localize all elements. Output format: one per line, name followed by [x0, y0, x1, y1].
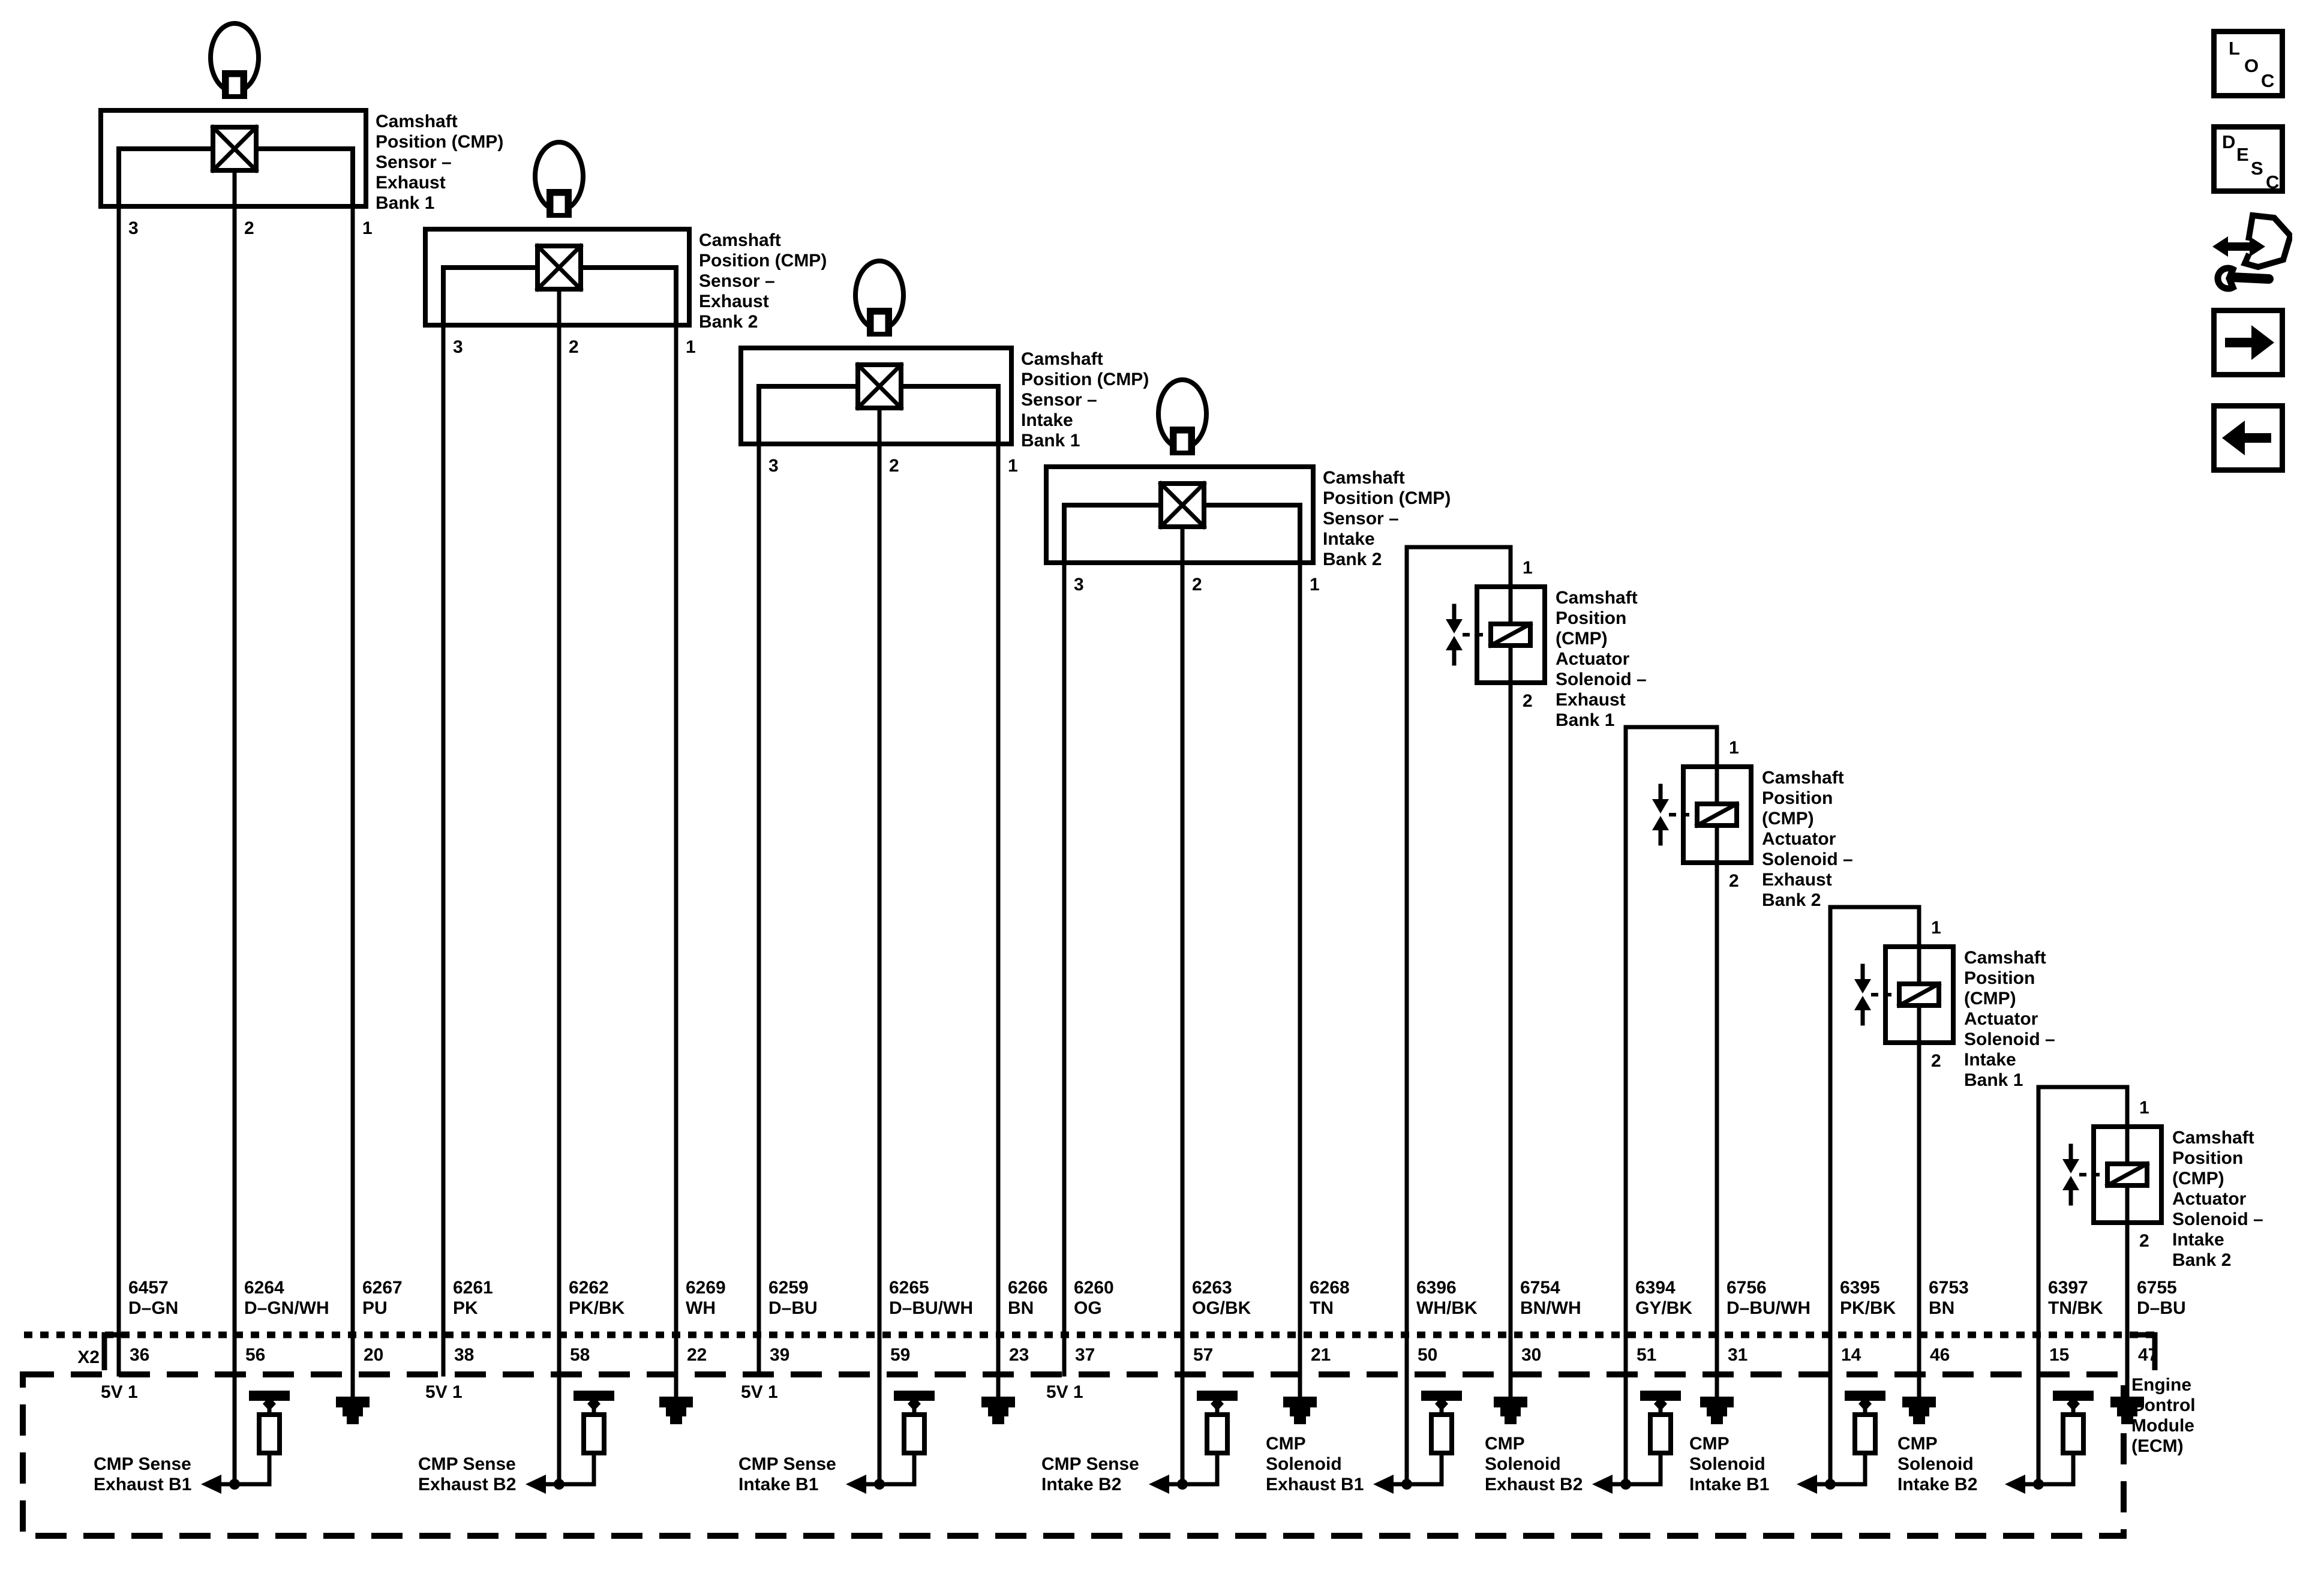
cmp-actuator-solenoid-intake-bank-1-ecm-control-label-line-2: Intake B1 [1689, 1475, 1770, 1494]
wire-6265-label-line-0: 6265 [889, 1278, 929, 1298]
terminal-46-label: 46 [1930, 1345, 1950, 1365]
wire-6395-label [1840, 1278, 1896, 1319]
cmp-sensor-exhaust-bank-1-label-line-2: Sensor – [376, 152, 452, 172]
arrow-right-icon [2217, 313, 2280, 372]
cmp-sensor-intake-bank-1-label-line-1: Position (CMP) [1021, 370, 1149, 389]
cmp-sensor-exhaust-bank-2-ecm-sense-label-line-1: Exhaust B2 [418, 1475, 517, 1494]
cmp-sensor-intake-bank-1-ecm-sense-label-line-1: Intake B1 [738, 1475, 819, 1494]
cmp-actuator-solenoid-exhaust-bank-2-label-line-6: Bank 2 [1762, 890, 1821, 910]
cmp-actuator-solenoid-intake-bank-1-ecm-control-label-line-0: CMP [1689, 1434, 1730, 1454]
cmp-sensor-exhaust-bank-2-pin-1: 1 [686, 337, 696, 357]
wire-6397-label-line-0: 6397 [2048, 1278, 2088, 1298]
cmp-actuator-solenoid-intake-bank-2-label-line-5: Intake [2172, 1230, 2224, 1250]
cmp-sensor-intake-bank-2-label-line-3: Intake [1323, 529, 1375, 549]
cmp-sensor-intake-bank-1-label-line-2: Sensor – [1021, 390, 1097, 410]
cmp-sensor-intake-bank-2-pin-1: 1 [1310, 575, 1320, 595]
wire-6268-label [1310, 1278, 1350, 1319]
cmp-actuator-solenoid-exhaust-bank-1-label [1556, 588, 1647, 731]
wire-6269-label-line-1: WH [686, 1298, 716, 1318]
cmp-actuator-solenoid-exhaust-bank-2-ecm-control-label-line-1: Solenoid [1485, 1454, 1561, 1474]
cmp-actuator-solenoid-intake-bank-1-ecm-control-label [1689, 1434, 1769, 1495]
wire-6394-label [1635, 1278, 1692, 1319]
cmp-actuator-solenoid-exhaust-bank-2-ecm-control-label-line-0: CMP [1485, 1434, 1525, 1454]
cmp-actuator-solenoid-intake-bank-2-label-line-6: Bank 2 [2172, 1250, 2232, 1270]
wire-6397-label-line-1: TN/BK [2048, 1298, 2103, 1318]
wire-6260-label-line-0: 6260 [1074, 1278, 1114, 1298]
wire-6267-label [362, 1278, 403, 1319]
terminal-22-label: 22 [687, 1345, 707, 1365]
wire-6396-label-line-0: 6396 [1416, 1278, 1457, 1298]
cmp-sensor-exhaust-bank-1-pin-2: 2 [244, 218, 254, 238]
cmp-actuator-solenoid-exhaust-bank-2-pin-2: 2 [1729, 871, 1739, 891]
cmp-sensor-intake-bank-2-label-line-2: Sensor – [1323, 509, 1399, 529]
cmp-sensor-intake-bank-1-pin-3: 3 [768, 456, 779, 476]
cmp-actuator-solenoid-exhaust-bank-2-ecm-control-label-line-2: Exhaust B2 [1485, 1475, 1583, 1494]
terminal-39-label: 39 [770, 1345, 790, 1365]
cmp-actuator-solenoid-exhaust-bank-2-ecm-control-label [1485, 1434, 1583, 1495]
wire-6266-label-line-0: 6266 [1008, 1278, 1048, 1298]
cmp-actuator-solenoid-intake-bank-1-pin-2: 2 [1931, 1051, 1941, 1071]
wire-6263-label-line-0: 6263 [1192, 1278, 1232, 1298]
cmp-actuator-solenoid-intake-bank-2-label-line-4: Solenoid – [2172, 1209, 2263, 1229]
desc-letter-d: D [2222, 131, 2236, 152]
cmp-sensor-exhaust-bank-1-ecm-sense-label-line-0: CMP Sense [94, 1454, 191, 1474]
cmp-actuator-solenoid-intake-bank-2-pin-2: 2 [2139, 1231, 2149, 1251]
cmp-sensor-intake-bank-2 [1046, 380, 1314, 1494]
wire-6396-label-line-1: WH/BK [1416, 1298, 1478, 1318]
cmp-actuator-solenoid-exhaust-bank-1-label-line-6: Bank 1 [1556, 710, 1615, 730]
cmp-actuator-solenoid-exhaust-bank-2-label-line-4: Solenoid – [1762, 849, 1853, 869]
wire-6753-label [1929, 1278, 1969, 1319]
wire-6260-label-line-1: OG [1074, 1298, 1102, 1318]
cmp-actuator-solenoid-intake-bank-2-pin-1: 1 [2139, 1098, 2149, 1118]
cmp-sensor-exhaust-bank-2-label-line-3: Exhaust [699, 292, 769, 311]
wire-6262-label-line-1: PK/BK [569, 1298, 625, 1318]
terminal-37-label: 37 [1075, 1345, 1095, 1365]
back-button[interactable] [2211, 403, 2285, 473]
wire-6395-label-line-0: 6395 [1840, 1278, 1880, 1298]
wire-6755-label [2137, 1278, 2186, 1319]
cmp-sensor-intake-bank-1-label [1021, 349, 1149, 451]
terminal-58-label: 58 [570, 1345, 590, 1365]
cmp-actuator-solenoid-exhaust-bank-1-label-line-5: Exhaust [1556, 690, 1626, 710]
cmp-sensor-intake-bank-1-label-line-3: Intake [1021, 410, 1073, 430]
wire-6264-label-line-1: D–GN/WH [244, 1298, 329, 1318]
cmp-sensor-exhaust-bank-2-label-line-4: Bank 2 [699, 312, 758, 332]
terminal-14-label: 14 [1841, 1345, 1861, 1365]
cmp-sensor-exhaust-bank-1-pin-1: 1 [362, 218, 373, 238]
cmp-sensor-exhaust-bank-1-label [376, 112, 503, 214]
loc-letter-c: C [2261, 70, 2275, 91]
cmp-sensor-intake-bank-2-ecm-sense-label-line-0: CMP Sense [1041, 1454, 1139, 1474]
cmp-sensor-exhaust-bank-1-label-line-1: Position (CMP) [376, 132, 504, 152]
cmp-actuator-solenoid-exhaust-bank-1-ecm-control-label-line-1: Solenoid [1266, 1454, 1342, 1474]
cmp-actuator-solenoid-exhaust-bank-1-label-line-1: Position [1556, 608, 1627, 628]
wire-6457-label-line-1: D–GN [128, 1298, 179, 1318]
cmp-actuator-solenoid-intake-bank-1-label-line-2: (CMP) [1964, 989, 2016, 1008]
ecm-name-label [2131, 1375, 2196, 1457]
forward-button[interactable] [2211, 308, 2285, 377]
cmp-actuator-solenoid-intake-bank-1-label-line-3: Actuator [1964, 1009, 2038, 1029]
cmp-sensor-intake-bank-1-5v-label: 5V 1 [741, 1382, 778, 1402]
cmp-actuator-solenoid-intake-bank-1-label [1964, 948, 2055, 1091]
wire-6753-label-line-0: 6753 [1929, 1278, 1969, 1298]
wire-6755-label-line-1: D–BU [2137, 1298, 2186, 1318]
cmp-actuator-solenoid-intake-bank-1-label-line-1: Position [1964, 968, 2035, 988]
cmp-sensor-intake-bank-2-ecm-sense-label-line-1: Intake B2 [1041, 1475, 1122, 1494]
cmp-sensor-exhaust-bank-1-label-line-0: Camshaft [376, 112, 458, 131]
cmp-sensor-exhaust-bank-1-pin-3: 3 [128, 218, 139, 238]
wire-6261-label-line-1: PK [453, 1298, 478, 1318]
wire-6263-label-line-1: OG/BK [1192, 1298, 1251, 1318]
cmp-actuator-solenoid-exhaust-bank-1-ecm-control-label [1266, 1434, 1364, 1495]
cmp-sensor-intake-bank-2-5v-label: 5V 1 [1046, 1382, 1083, 1402]
cmp-actuator-solenoid-intake-bank-1-ecm-control-label-line-1: Solenoid [1689, 1454, 1765, 1474]
cmp-sensor-intake-bank-2-pin-3: 3 [1074, 575, 1084, 595]
wire-6753-label-line-1: BN [1929, 1298, 1955, 1318]
wire-6262-label-line-0: 6262 [569, 1278, 609, 1298]
wire-6756-label [1727, 1278, 1810, 1319]
cmp-sensor-intake-bank-1-pin-1: 1 [1008, 456, 1018, 476]
wire-6260-label [1074, 1278, 1114, 1319]
wire-6457-label-line-0: 6457 [128, 1278, 169, 1298]
wire-6394-label-line-1: GY/BK [1635, 1298, 1693, 1318]
wire-6259-label-line-0: 6259 [768, 1278, 809, 1298]
cmp-actuator-solenoid-intake-bank-2-label-line-1: Position [2172, 1148, 2244, 1168]
ecm-name-label-line-0: Engine [2131, 1375, 2192, 1395]
terminal-47-label: 47 [2138, 1345, 2158, 1365]
wire-6269-label-line-0: 6269 [686, 1278, 726, 1298]
wire-6754-label-line-1: BN/WH [1520, 1298, 1581, 1318]
terminal-38-label: 38 [454, 1345, 475, 1365]
wire-6265-label [889, 1278, 973, 1319]
cmp-sensor-exhaust-bank-1 [101, 23, 367, 1494]
loc-button[interactable] [2211, 29, 2285, 98]
cmp-actuator-solenoid-exhaust-bank-2-label-line-5: Exhaust [1762, 870, 1832, 890]
wire-6756-label-line-0: 6756 [1727, 1278, 1767, 1298]
cmp-sensor-intake-bank-2-label-line-0: Camshaft [1323, 468, 1405, 488]
terminal-23-label: 23 [1009, 1345, 1029, 1365]
wire-6754-label-line-0: 6754 [1520, 1278, 1560, 1298]
cmp-sensor-exhaust-bank-2-label-line-1: Position (CMP) [699, 251, 827, 271]
terminal-36-label: 36 [130, 1345, 150, 1365]
cmp-actuator-solenoid-exhaust-bank-1-label-line-4: Solenoid – [1556, 670, 1647, 689]
cmp-actuator-solenoid-exhaust-bank-2-label-line-2: (CMP) [1762, 809, 1814, 828]
cmp-actuator-solenoid-exhaust-bank-2-label-line-3: Actuator [1762, 829, 1836, 849]
cmp-sensor-exhaust-bank-2-label [699, 230, 827, 332]
desc-letter-c: C [2266, 172, 2280, 193]
connector-name-label: X2 [77, 1347, 100, 1367]
ecm-name-label-line-3: (ECM) [2131, 1436, 2184, 1456]
cmp-actuator-solenoid-intake-bank-1-pin-1: 1 [1931, 918, 1941, 938]
wire-6259-label-line-1: D–BU [768, 1298, 818, 1318]
cmp-sensor-exhaust-bank-2-pin-3: 3 [453, 337, 463, 357]
wire-6269-label [686, 1278, 726, 1319]
wire-6396-label [1416, 1278, 1478, 1319]
wrench-double-arrow-icon [2211, 212, 2292, 293]
cmp-sensor-exhaust-bank-1-label-line-3: Exhaust [376, 173, 446, 193]
wire-6755-label-line-0: 6755 [2137, 1278, 2177, 1298]
cmp-sensor-exhaust-bank-2-ecm-sense-label-line-0: CMP Sense [418, 1454, 516, 1474]
wire-6457-label [128, 1278, 178, 1319]
wire-6261-label-line-0: 6261 [453, 1278, 493, 1298]
cmp-actuator-solenoid-exhaust-bank-2 [1592, 727, 1751, 1494]
wire-6264-label [244, 1278, 329, 1319]
cmp-sensor-intake-bank-2-pin-2: 2 [1192, 575, 1202, 595]
cmp-sensor-exhaust-bank-1-5v-label: 5V 1 [101, 1382, 138, 1402]
terminal-30-label: 30 [1521, 1345, 1542, 1365]
wire-6268-label-line-1: TN [1310, 1298, 1334, 1318]
cmp-actuator-solenoid-exhaust-bank-1-label-line-2: (CMP) [1556, 629, 1608, 649]
cmp-actuator-solenoid-exhaust-bank-2-label [1762, 768, 1853, 911]
wire-6259-label [768, 1278, 818, 1319]
cmp-actuator-solenoid-exhaust-bank-2-label-line-0: Camshaft [1762, 768, 1844, 788]
cmp-actuator-solenoid-exhaust-bank-1-pin-1: 1 [1523, 558, 1533, 578]
cmp-actuator-solenoid-intake-bank-2-ecm-control-label-line-1: Solenoid [1897, 1454, 1974, 1474]
desc-letter-e: E [2236, 144, 2249, 165]
cmp-sensor-intake-bank-2-label [1323, 468, 1451, 570]
cmp-actuator-solenoid-intake-bank-1 [1797, 907, 1953, 1494]
loc-letter-l: L [2229, 38, 2240, 59]
terminal-20-label: 20 [364, 1345, 384, 1365]
cmp-actuator-solenoid-exhaust-bank-1-ecm-control-label-line-2: Exhaust B1 [1266, 1475, 1364, 1494]
desc-button[interactable] [2211, 124, 2285, 194]
wire-6394-label-line-0: 6394 [1635, 1278, 1676, 1298]
cmp-sensor-exhaust-bank-2-pin-2: 2 [569, 337, 579, 357]
wire-6266-label [1008, 1278, 1048, 1319]
cmp-sensor-exhaust-bank-2-label-line-0: Camshaft [699, 230, 781, 250]
cmp-actuator-solenoid-exhaust-bank-2-pin-1: 1 [1729, 738, 1739, 758]
wire-6397-label [2048, 1278, 2103, 1319]
wire-6263-label [1192, 1278, 1251, 1319]
cmp-sensor-intake-bank-1-pin-2: 2 [889, 456, 899, 476]
wire-6266-label-line-1: BN [1008, 1298, 1034, 1318]
wire-6267-label-line-0: 6267 [362, 1278, 403, 1298]
cmp-sensor-intake-bank-2-label-line-1: Position (CMP) [1323, 488, 1451, 508]
wire-6262-label [569, 1278, 624, 1319]
wire-6264-label-line-0: 6264 [244, 1278, 284, 1298]
ecm-name-label-line-1: Control [2131, 1395, 2196, 1415]
wire-6261-label [453, 1278, 493, 1319]
wire-6395-label-line-1: PK/BK [1840, 1298, 1896, 1318]
cmp-actuator-solenoid-intake-bank-1-label-line-6: Bank 1 [1964, 1070, 2023, 1090]
cmp-actuator-solenoid-intake-bank-2-label [2172, 1128, 2263, 1271]
repair-jump-button[interactable] [2211, 212, 2292, 293]
cmp-actuator-solenoid-intake-bank-1-label-line-0: Camshaft [1964, 948, 2046, 968]
wire-6268-label-line-0: 6268 [1310, 1278, 1350, 1298]
cmp-actuator-solenoid-intake-bank-1-label-line-5: Intake [1964, 1050, 2016, 1070]
terminal-56-label: 56 [245, 1345, 266, 1365]
cmp-sensor-exhaust-bank-2-ecm-sense-label [418, 1454, 516, 1495]
wire-6267-label-line-1: PU [362, 1298, 388, 1318]
cmp-actuator-solenoid-exhaust-bank-1 [1373, 547, 1545, 1494]
desc-letter-s: S [2251, 158, 2263, 179]
cmp-sensor-exhaust-bank-2-5v-label: 5V 1 [425, 1382, 463, 1402]
cmp-sensor-exhaust-bank-1-label-line-4: Bank 1 [376, 193, 435, 213]
cmp-sensor-intake-bank-1-ecm-sense-label [738, 1454, 836, 1495]
cmp-actuator-solenoid-intake-bank-1-label-line-4: Solenoid – [1964, 1029, 2055, 1049]
wire-6756-label-line-1: D–BU/WH [1727, 1298, 1810, 1318]
cmp-actuator-solenoid-intake-bank-2-label-line-3: Actuator [2172, 1189, 2247, 1209]
terminal-51-label: 51 [1637, 1345, 1657, 1365]
cmp-sensor-intake-bank-1-ecm-sense-label-line-0: CMP Sense [738, 1454, 836, 1474]
cmp-actuator-solenoid-exhaust-bank-1-label-line-0: Camshaft [1556, 588, 1638, 608]
cmp-actuator-solenoid-intake-bank-2-ecm-control-label [1897, 1434, 1977, 1495]
cmp-sensor-intake-bank-2-label-line-4: Bank 2 [1323, 550, 1382, 569]
cmp-sensor-exhaust-bank-2-label-line-2: Sensor – [699, 271, 775, 291]
cmp-actuator-solenoid-intake-bank-2-ecm-control-label-line-2: Intake B2 [1897, 1475, 1978, 1494]
terminal-59-label: 59 [890, 1345, 911, 1365]
cmp-actuator-solenoid-intake-bank-2-ecm-control-label-line-0: CMP [1897, 1434, 1938, 1454]
cmp-sensor-intake-bank-1-label-line-4: Bank 1 [1021, 431, 1080, 451]
cmp-sensor-intake-bank-2-ecm-sense-label [1041, 1454, 1139, 1495]
cmp-actuator-solenoid-intake-bank-2-label-line-2: (CMP) [2172, 1169, 2224, 1188]
wire-6265-label-line-1: D–BU/WH [889, 1298, 973, 1318]
terminal-21-label: 21 [1311, 1345, 1331, 1365]
cmp-actuator-solenoid-exhaust-bank-1-label-line-3: Actuator [1556, 649, 1630, 669]
cmp-sensor-intake-bank-1-label-line-0: Camshaft [1021, 349, 1103, 369]
loc-letter-o: O [2244, 55, 2259, 76]
ecm-name-label-line-2: Module [2131, 1416, 2194, 1436]
terminal-50-label: 50 [1418, 1345, 1438, 1365]
terminal-31-label: 31 [1728, 1345, 1748, 1365]
cmp-actuator-solenoid-exhaust-bank-2-label-line-1: Position [1762, 788, 1833, 808]
terminal-57-label: 57 [1193, 1345, 1214, 1365]
cmp-sensor-exhaust-bank-1-ecm-sense-label [94, 1454, 191, 1495]
terminal-15-label: 15 [2049, 1345, 2070, 1365]
cmp-actuator-solenoid-exhaust-bank-1-pin-2: 2 [1523, 691, 1533, 711]
wire-6754-label [1520, 1278, 1581, 1319]
cmp-actuator-solenoid-exhaust-bank-1-ecm-control-label-line-0: CMP [1266, 1434, 1306, 1454]
cmp-actuator-solenoid-intake-bank-2-label-line-0: Camshaft [2172, 1128, 2254, 1148]
arrow-left-icon [2217, 409, 2280, 467]
cmp-sensor-exhaust-bank-1-ecm-sense-label-line-1: Exhaust B1 [94, 1475, 192, 1494]
